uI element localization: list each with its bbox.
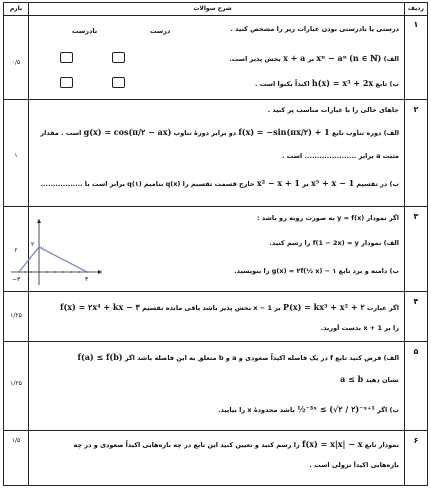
exam-sheet: [3, 2, 428, 486]
question-intro: درستی یا نادرستی بودن عبارات زیر را مشخص کنید .: [230, 25, 399, 33]
questions-header: شرح سوالات: [193, 5, 232, 12]
row-number-header: ردیف: [404, 3, 427, 15]
statement-a: الف) (n ∈ ℕ) xⁿ − aⁿ بر x + a بخش پذیر است.: [229, 53, 399, 63]
statement-b: ب) اگر ½⁻³ˣ ≤ (√۲ / ۲)⁻ˣ⁺¹ باشد محدودهٔ x را بیابید.: [218, 404, 399, 414]
question-score: ۲: [4, 207, 29, 291]
false-checkbox-b[interactable]: [60, 77, 73, 88]
question-body: [30, 342, 403, 430]
score-header: بارم: [4, 3, 29, 15]
question-row-2: [4, 100, 427, 207]
statement-cont: را بر x + 1 بدست آورید.: [320, 324, 399, 332]
statement: نمودار تابع f(x) = x|x| − x را رسم کنید و تعیین کنید این تابع در چه بازه‌هایی اکیداً صعودی و در چه: [73, 439, 399, 449]
statement-a-cont: مثبت a برابر ..................... است .: [282, 152, 399, 160]
statement-b: ب) تابع h(x) = x³ + 2x اکیداً یکنوا است .: [255, 78, 399, 88]
statement-b: ب) دامنه و برد تابع g(x) = ۲f(½ x) − ۱ را بنویسید.: [234, 267, 399, 275]
x-tick-right: ۴: [85, 276, 89, 283]
statement: اگر عبارت P(x) = kx³ + x² + ۲ بر x − 1 بخش پذیر باشد باقی مانده تقسیم f(x) = ۲x⁴ + kx − ۳: [60, 302, 399, 312]
question-row-5: [4, 342, 427, 431]
question-score: ۱/۲۵: [4, 342, 29, 430]
question-number: ۲: [404, 100, 427, 206]
question-row-6: [4, 431, 427, 485]
question-score: ۱: [4, 100, 29, 206]
function-graph: [9, 217, 104, 287]
question-row-4: [4, 292, 427, 342]
false-column-label: نادرست: [72, 27, 98, 35]
true-checkbox-a[interactable]: [112, 52, 125, 63]
question-number: ۴: [404, 292, 427, 341]
statement-b: ب) در تقسیم x⁵ + x − 1 بر x² − x + 1 خارج قسمت تقسیم را q(x) بنامیم q(۱) برابر است با .................: [40, 178, 399, 188]
y-tick-label: ۲: [31, 241, 35, 248]
question-body: [30, 292, 403, 341]
statement-a: الف) فرض کنید تابع f در یک فاصله اکیداً صعودی و a و b متعلق به این فاصله باشد اگر f(a) ≤ f(b): [77, 352, 399, 362]
statement-cont: بازه‌هایی اکیداً نزولی است .: [309, 461, 399, 469]
x-tick-left: −۳: [12, 276, 21, 283]
question-body: [30, 431, 403, 485]
question-body: [30, 15, 403, 99]
question-number: ۳: [404, 207, 427, 291]
question-intro: جاهای خالی را با عبارات مناسب پر کنید .: [267, 106, 399, 114]
true-checkbox-b[interactable]: [112, 77, 125, 88]
question-row-1: [4, 15, 427, 100]
question-row-3: [4, 207, 427, 292]
false-checkbox-a[interactable]: [60, 52, 73, 63]
question-score: ۰/۵: [4, 15, 29, 99]
question-number: ۱: [404, 15, 427, 99]
statement-a: الف) نمودار f(1 − 2x) = y را رسم کنید.: [269, 239, 399, 247]
question-number: ۶: [404, 431, 427, 485]
question-body: [30, 100, 403, 206]
true-column-label: درست: [150, 27, 171, 35]
question-number: ۵: [404, 342, 427, 430]
question-score: ۱/۵: [4, 431, 29, 485]
statement-a: الف) دوره تناوب تابع f(x) = −sin(πx/۲) + 1 دو برابر دورهٔ تناوب g(x) = cos(π/۲ − ax) است . مقدار: [40, 127, 399, 137]
question-intro: اگر نمودار y = f(x) به صورت روبه رو باشد :: [256, 214, 399, 222]
statement-a-cont: نشان دهید a ≤ b: [340, 374, 399, 384]
question-score: ۱/۲۵: [4, 292, 29, 341]
